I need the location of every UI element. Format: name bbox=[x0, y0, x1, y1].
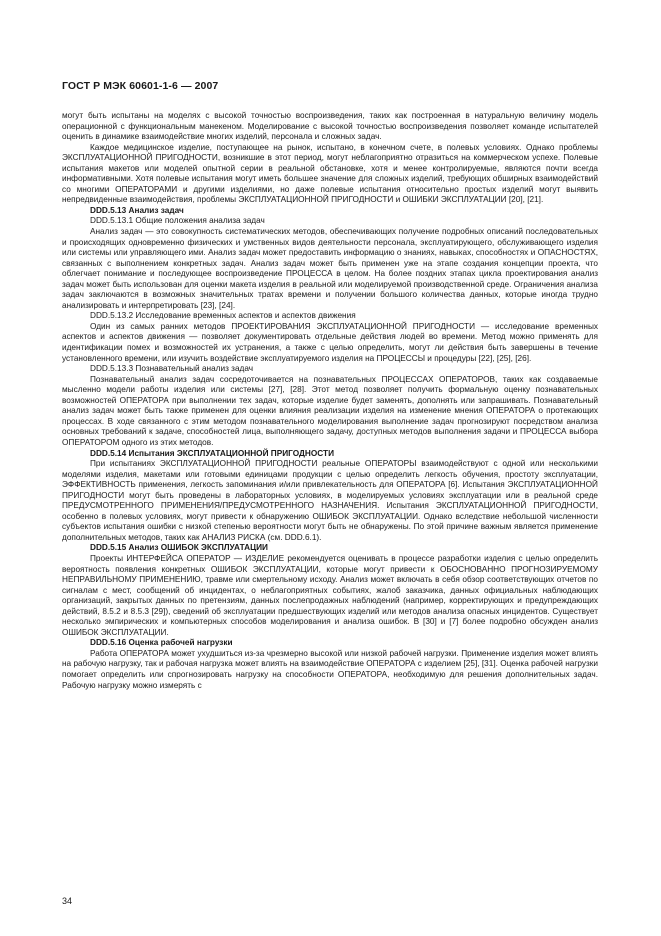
paragraph: DDD.5.13.3 Познавательный анализ задач bbox=[90, 364, 254, 374]
section-heading: DDD.5.13 Анализ задач bbox=[90, 205, 184, 215]
paragraph: Анализ задач — это совокупность систематических методов, обеспечивающих получение подробных описаний последовательных и происходящих одновременно физических и умственных видов деятельности персонала, эксплуатирующего, обслуживающего изделия или системы или управляющего ими. Анализ задач может предоставить информацию о знаниях, навыках, способностях и ОПАСНОСТЯХ, связанных с выполнением конкретных задач. Анализ задач может быть применен уже на этапе создания концепции проекта, что облегчает понимание и последующее воспроизведение ПРОЦЕССА в целом. На более поздних этапах цикла проектирования анализ задач может быть использован для оценки макета изделия в реальной или моделируемой производственной среде. Ограничения анализа задач заключаются в возможных значительных тратах времени и получении большого количества данных, которые иногда трудно анализировать и интерпретировать [23], [24]. bbox=[62, 227, 598, 310]
section-heading: DDD.5.16 Оценка рабочей нагрузки bbox=[90, 638, 233, 648]
paragraph: DDD.5.13.2 Исследование временных аспектов и аспектов движения bbox=[90, 311, 356, 321]
paragraph: Работа ОПЕРАТОРА может ухудшиться из-за чрезмерно высокой или низкой рабочей нагрузки. Применение изделия может влиять на рабочую нагрузку, так и рабочая нагрузка может влиять на взаимодействие ОПЕРАТОРА с изделием [25], [31]. Оценка рабочей нагрузки помогает определить или спрогнозировать нагрузку на способности ОПЕРАТОРА, необходимую для решения дополнительных задач. Рабочую нагрузку можно измерять с bbox=[62, 648, 598, 690]
page-number: 34 bbox=[62, 896, 73, 906]
paragraph: DDD.5.13.1 Общие положения анализа задач bbox=[90, 216, 265, 226]
section-heading: DDD.5.15 Анализ ОШИБОК ЭКСПЛУАТАЦИИ bbox=[90, 543, 268, 553]
section-heading: DDD.5.14 Испытания ЭКСПЛУАТАЦИОННОЙ ПРИГОДНОСТИ bbox=[90, 448, 334, 458]
paragraph: При испытаниях ЭКСПЛУАТАЦИОННОЙ ПРИГОДНОСТИ реальные ОПЕРАТОРЫ взаимодействуют с одной или несколькими моделями изделия, макетами или готовыми единицами продукции с целью определить легкость обучения, простоту эксплуатации, ЭФФЕКТИВНОСТЬ применения, легкость запоминания и/или привлекательность для ОПЕРАТОРА [6]. Испытания ЭКСПЛУАТАЦИОННОЙ ПРИГОДНОСТИ могут быть проведены в лабораторных условиях, в моделируемых условиях эксплуатации или в реальной среде ПРЕДУСМОТРЕННОГО ПРИМЕНЕНИЯ/ПРЕДУСМОТРЕННОГО НАЗНАЧЕНИЯ. Испытания ЭКСПЛУАТАЦИОННОЙ ПРИГОДНОСТИ, особенно в полевых условиях, могут привести к обнаружению ОШИБОК ЭКСПЛУАТАЦИИ. Однако вследствие небольшой численности субъектов испытания ошибки с низкой степенью вероятности могут быть не обнаружены. По этой причине важным является применение дополнительных методов, таких как АНАЛИЗ РИСКА (см. DDD.6.1). bbox=[62, 459, 598, 542]
paragraph: Познавательный анализ задач сосредоточивается на познавательных ПРОЦЕССАХ ОПЕРАТОРОВ, таких как создаваемые мысленно модели работы изделия или системы [27], [28]. Этот метод позволяет получить формальную оценку познавательных возможностей ОПЕРАТОРА при выполнении тех задач, которые изделие будет заменять, дополнять или запрашивать. Познавательный анализ задач может быть также применен для оценки влияния реализации изделия на изменение мнения ОПЕРАТОРА о протекающих процессах. В ходе связанного с этим методом познавательного моделирования выполнение задач прогнозируют посредством анализа основных требований к задаче, способностей лица, выполняющего задачу, доступных методов выполнения задачи и ПРОЦЕССА выбора ОПЕРАТОРОМ одного из этих методов. bbox=[62, 374, 598, 447]
paragraph: могут быть испытаны на моделях с высокой точностью воспроизведения, таких как построенная в натуральную величину модель операционной с функциональным манекеном. Моделирование с высокой точностью воспроизведения позволяет команде испытателей оценить в динамике взаимодействие многих изделий, персонала и сложных задач. bbox=[62, 111, 598, 142]
document-body bbox=[62, 111, 598, 691]
paragraph: Один из самых ранних методов ПРОЕКТИРОВАНИЯ ЭКСПЛУАТАЦИОННОЙ ПРИГОДНОСТИ — исследование временных аспектов и аспектов движения — позволяет документировать отдельные действия людей во времени. Метод можно применять для идентификации помех и возможностей их устранения, а также с целью определить, могут ли действия быть завершены в течение установленного времени, или изучить воздействие эксплуатируемого изделия на ПРОЦЕССЫ и процедуры [22], [25], [26]. bbox=[62, 321, 598, 363]
paragraph: Каждое медицинское изделие, поступающее на рынок, испытано, в конечном счете, в полевых условиях. Однако проблемы ЭКСПЛУАТАЦИОННОЙ ПРИГОДНОСТИ, возникшие в этот период, могут неблагоприятно отразиться на коммерческом успехе. Полевые испытания макетов или моделей опытной серии в реальной обстановке, хотя и менее контролируемые, являются почти всегда информативными. Хотя полевые испытания могут иметь большее значение для сложных изделий, требующих обширных взаимодействий со многими ОПЕРАТОРАМИ и другими изделиями, но даже полевые испытания относительно простых изделий могут выявить непредвиденные взаимодействия, проблемы ЭКСПЛУАТАЦИОННОЙ ПРИГОДНОСТИ и ОШИБКИ ЭКСПЛУАТАЦИИ [20], [21]. bbox=[62, 142, 598, 205]
paragraph: Проекты ИНТЕРФЕЙСА ОПЕРАТОР — ИЗДЕЛИЕ рекомендуется оценивать в процессе разработки изделия с целью определить вероятность появления конкретных ОШИБОК ЭКСПЛУАТАЦИИ, которые могут привести к ОБОСНОВАННО ПРОГНОЗИРУЕМОМУ НЕПРАВИЛЬНОМУ ПРИМЕНЕНИЮ, травме или смертельному исходу. Анализ может включать в себя обзор соответствующих отчетов по сигналам с мест, сообщений об инцидентах, о неблагоприятных событиях, жалоб заказчика, данных официальных наблюдающих организаций, закрытых данных по претензиям, данных послепродажных наблюдений (например, корректирующих и предупреждающих действий, 8.5.2 и 8.5.3 [29]), сведений об эксплуатации предшествующих изделий или методов анализа опасных инцидентов. Существует несколько эмпирических и компьютерных способов моделирования и анализа ошибок. В [30] и [7] более подробно обсужден анализ ОШИБОК ЭКСПЛУАТАЦИИ. bbox=[62, 553, 598, 637]
document-header: ГОСТ Р МЭК 60601-1-6 — 2007 bbox=[62, 80, 219, 92]
